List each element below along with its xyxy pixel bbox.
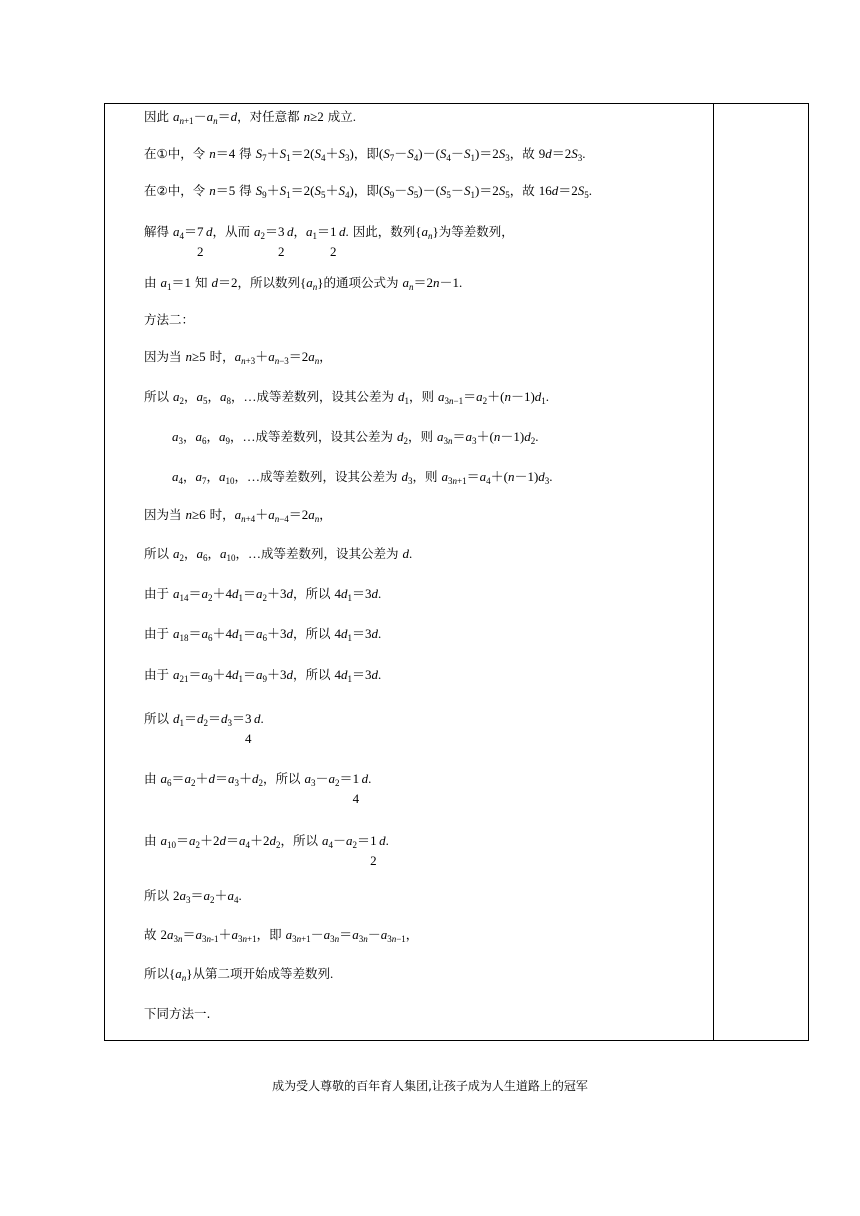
line-9: $a_3$，$a_6$，$a_9$，…成等差数列，设其公差为 $d_2$，则 $a_{3n}=a_3+(n-1)d_2$. (172, 429, 539, 446)
line-4: 解得 $a_4=$ 7 2 d，从而 $a_2=$ 3 2 d，$a_1=$ 1 2 d. 因此，数列$\{a_n\}$为等差数列， (144, 224, 514, 259)
same-as-method-one-label: 下同方法一. (144, 1006, 211, 1021)
line-17: 由 $a_6=a_2+d=a_3+d_2$，所以 $a_3-a_2=$ 1 4 d. (144, 771, 372, 806)
page-footer: 成为受人尊敬的百年育人集团,让孩子成为人生道路上的冠军 (272, 1079, 588, 1093)
fraction-3-4: 3 4 (245, 711, 252, 746)
fraction-1-4: 1 4 (352, 771, 360, 806)
fraction-1-2b: 1 2 (370, 833, 377, 868)
line-15: 由于 $a_{21}=a_9+4d_1=a_9+3d$，所以 $4d_1=3d$. (144, 667, 382, 684)
line-5: 由 $a_1=1$ 知 d＝2，所以数列$\{a_n\}$的通项公式为 $a_n=2n-1$. (144, 275, 463, 292)
fraction-3-2: 3 2 (278, 224, 285, 259)
line-20: 故 $2a_{3n}=a_{3n-1}+a_{3n+1}$，即 $a_{3n+1}-a_{3n}=a_{3n}-a_{3n-1}$， (144, 927, 419, 944)
line-1: 因此 $a_{n+1}-a_n=d$，对任意都 n≥2 成立. (144, 109, 356, 126)
method-two-label: 方法二： (144, 312, 195, 327)
line-13: 由于 $a_{14}=a_2+4d_1=a_2+3d$，所以 $4d_1=3d$. (144, 586, 382, 603)
fraction-7-2: 7 2 (197, 224, 204, 259)
line-11: 因为当 n≥6 时，$a_{n+4}+a_{n-4}=2a_n$， (144, 507, 332, 524)
line-7: 因为当 n≥5 时，$a_{n+3}+a_{n-3}=2a_n$， (144, 349, 332, 366)
line-21: 所以$\{a_n\}$从第二项开始成等差数列. (144, 966, 334, 983)
line-10: $a_4$，$a_7$，$a_{10}$，…成等差数列，设其公差为 $d_3$，则 $a_{3n+1}=a_4+(n-1)d_3$. (172, 469, 553, 486)
line-18: 由 $a_{10}=a_2+2d=a_4+2d_2$，所以 $a_4-a_2=$ 1 2 d. (144, 833, 389, 868)
line-8: 所以 $a_2$，$a_5$，$a_8$，…成等差数列，设其公差为 $d_1$，则 $a_{3n-1}=a_2+(n-1)d_1$. (144, 389, 550, 406)
line-14: 由于 $a_{18}=a_6+4d_1=a_6+3d$，所以 $4d_1=3d$. (144, 626, 382, 643)
fraction-1-2: 1 2 (330, 224, 337, 259)
line-22 (144, 1006, 210, 1022)
line-16: 所以 $d_1=d_2=d_3=$ 3 4 d. (144, 711, 264, 746)
line-12: 所以 $a_2$，$a_6$，$a_{10}$，…成等差数列，设其公差为 d. (144, 546, 413, 563)
line-19: 所以 $2a_3=a_2+a_4$. (144, 888, 242, 905)
line-3: 在②中，令 n＝5 得 $S_9+S_1=2(S_5+S_4)$，即$(S_9-S_5)-(S_5-S_1)=2S_5$，故 $16d=2S_5$. (144, 183, 593, 200)
line-2: 在①中，令 n＝4 得 $S_7+S_1=2(S_4+S_3)$，即$(S_7-S_4)-(S_4-S_1)=2S_3$，故 $9d=2S_3$. (144, 146, 586, 163)
table-column-divider (713, 103, 714, 1041)
line-method-two (144, 312, 194, 328)
